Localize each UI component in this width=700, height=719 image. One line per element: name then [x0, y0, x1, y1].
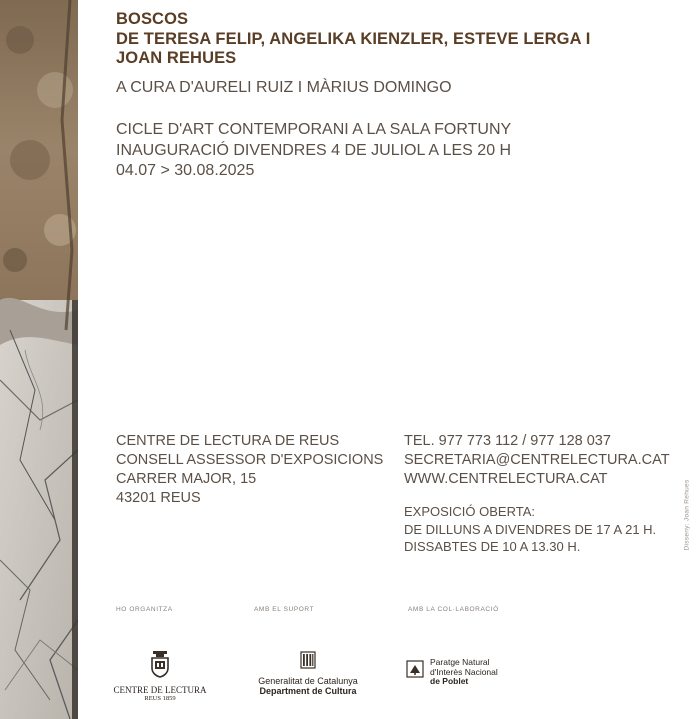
coat-of-arms-icon — [149, 648, 171, 678]
contact-info — [404, 432, 670, 489]
hours-saturday: DISSABTES DE 10 A 13.30 H. — [404, 539, 581, 554]
opening-info: INAUGURACIÓ DIVENDRES 4 DE JULIOL A LES 20 H — [116, 141, 512, 159]
centre-logo-name: CENTRE DE LECTURA — [113, 685, 207, 695]
poblet-line-1: Paratge Natural — [430, 657, 490, 667]
centre-logo-subtitle: REUS 1859 — [144, 695, 176, 702]
collaboration-label: AMB LA COL·LABORACIÓ — [408, 606, 499, 613]
gencat-line-1: Generalitat de Catalunya — [258, 676, 358, 686]
poblet-text — [430, 658, 498, 687]
centre-de-lectura-logo — [112, 648, 208, 702]
title-line-3: JOAN REHUES — [116, 49, 237, 67]
gencat-line-2: Department de Cultura — [259, 686, 357, 696]
address-line-1: CENTRE DE LECTURA DE REUS — [116, 433, 340, 449]
opening-hours — [404, 503, 656, 556]
nature-mark-icon — [406, 660, 424, 678]
event-info — [116, 120, 511, 182]
support-label: AMB EL SUPORT — [254, 606, 315, 613]
exhibition-dates: 04.07 > 30.08.2025 — [116, 162, 255, 179]
exhibition-title — [116, 10, 676, 69]
address-line-2: CONSELL ASSESSOR D'EXPOSICIONS — [116, 452, 384, 468]
curators: A CURA D'AURELI RUIZ I MÀRIUS DOMINGO — [116, 79, 452, 96]
design-credit — [682, 470, 692, 560]
senyera-icon — [300, 651, 316, 669]
title-line-1: BOSCOS — [116, 10, 189, 28]
forest-photo-image — [0, 0, 78, 719]
design-credit-text: Disseny: Joan Rehues — [683, 479, 691, 551]
address-line-3: CARRER MAJOR, 15 — [116, 471, 257, 487]
hours-weekdays: DE DILLUNS A DIVENDRES DE 17 A 21 H. — [404, 521, 657, 537]
title-line-2: DE TERESA FELIP, ANGELIKA KIENZLER, ESTEVE LERGA I — [116, 29, 591, 48]
email-link[interactable]: SECRETARIA@CENTRELECTURA.CAT — [404, 452, 670, 468]
organizer-label: HO ORGANITZA — [116, 606, 173, 613]
poster-content — [113, 0, 700, 719]
phone-number: TEL. 977 773 112 / 977 128 037 — [404, 433, 611, 449]
forest-photo-strip — [0, 0, 78, 719]
hours-heading: EXPOSICIÓ OBERTA: — [404, 504, 535, 519]
poblet-line-3: de Poblet — [430, 676, 469, 686]
venue-address — [116, 432, 383, 508]
cycle-name: CICLE D'ART CONTEMPORANI A LA SALA FORTUNY — [116, 121, 512, 138]
poblet-line-2: d'Interès Nacional — [430, 666, 498, 677]
generalitat-logo — [246, 651, 370, 696]
website-link[interactable]: WWW.CENTRELECTURA.CAT — [404, 471, 608, 487]
address-line-4: 43201 REUS — [116, 490, 201, 506]
